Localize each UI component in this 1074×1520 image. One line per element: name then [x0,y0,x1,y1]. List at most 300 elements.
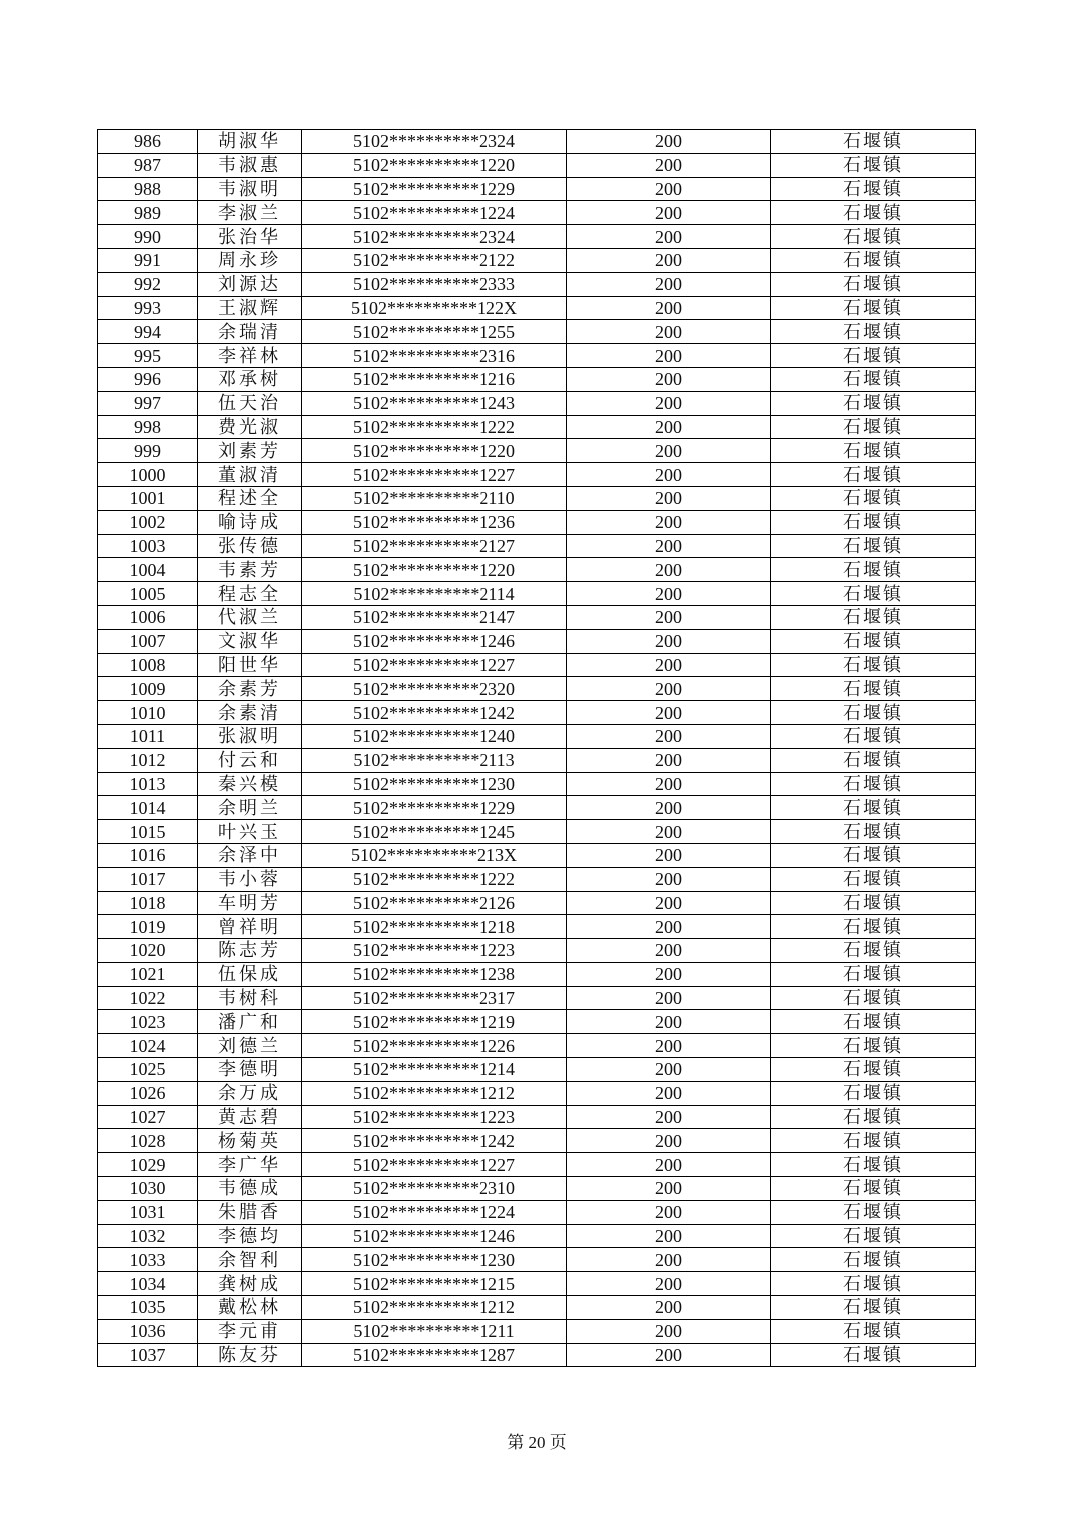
table-row [98,986,976,1010]
serial-number-cell: 998 [98,415,198,439]
table-row [98,772,976,796]
amount-cell: 200 [567,1200,771,1224]
amount-cell: 200 [567,272,771,296]
name-cell: 余素清 [198,701,302,725]
serial-number-cell: 1034 [98,1272,198,1296]
name-cell: 李德明 [198,1058,302,1082]
name-cell: 伍天治 [198,391,302,415]
table-row [98,486,976,510]
amount-cell: 200 [567,1105,771,1129]
table-row [98,320,976,344]
serial-number-cell: 988 [98,177,198,201]
serial-number-cell: 1028 [98,1129,198,1153]
amount-cell: 200 [567,367,771,391]
name-cell: 李淑兰 [198,201,302,225]
amount-cell: 200 [567,344,771,368]
name-cell: 叶兴玉 [198,820,302,844]
id-number-cell: 5102**********1227 [302,463,567,487]
serial-number-cell: 1029 [98,1153,198,1177]
amount-cell: 200 [567,772,771,796]
serial-number-cell: 1025 [98,1058,198,1082]
town-cell: 石堰镇 [771,1296,976,1320]
id-number-cell: 5102**********2147 [302,605,567,629]
serial-number-cell: 1035 [98,1296,198,1320]
id-number-cell: 5102**********1242 [302,1129,567,1153]
town-cell: 石堰镇 [771,510,976,534]
name-cell: 余明兰 [198,796,302,820]
id-number-cell: 5102**********2110 [302,486,567,510]
serial-number-cell: 996 [98,367,198,391]
table-row [98,1105,976,1129]
town-cell: 石堰镇 [771,1034,976,1058]
table-row [98,534,976,558]
town-cell: 石堰镇 [771,915,976,939]
amount-cell: 200 [567,225,771,249]
serial-number-cell: 1030 [98,1177,198,1201]
serial-number-cell: 1031 [98,1200,198,1224]
amount-cell: 200 [567,1272,771,1296]
serial-number-cell: 992 [98,272,198,296]
town-cell: 石堰镇 [771,344,976,368]
id-number-cell: 5102**********1224 [302,1200,567,1224]
name-cell: 黄志碧 [198,1105,302,1129]
id-number-cell: 5102**********2317 [302,986,567,1010]
roster-table [97,129,976,1367]
town-cell: 石堰镇 [771,582,976,606]
town-cell: 石堰镇 [771,1248,976,1272]
id-number-cell: 5102**********1212 [302,1081,567,1105]
serial-number-cell: 1001 [98,486,198,510]
town-cell: 石堰镇 [771,486,976,510]
serial-number-cell: 1013 [98,772,198,796]
name-cell: 张传德 [198,534,302,558]
id-number-cell: 5102**********1230 [302,1248,567,1272]
name-cell: 文淑华 [198,629,302,653]
town-cell: 石堰镇 [771,558,976,582]
roster-table-body [98,130,976,1367]
amount-cell: 200 [567,130,771,154]
serial-number-cell: 1017 [98,867,198,891]
amount-cell: 200 [567,1153,771,1177]
town-cell: 石堰镇 [771,225,976,249]
id-number-cell: 5102**********1223 [302,1105,567,1129]
town-cell: 石堰镇 [771,1129,976,1153]
id-number-cell: 5102**********1230 [302,772,567,796]
town-cell: 石堰镇 [771,772,976,796]
name-cell: 韦淑明 [198,177,302,201]
table-row [98,439,976,463]
id-number-cell: 5102**********1287 [302,1343,567,1367]
id-number-cell: 5102**********1229 [302,796,567,820]
amount-cell: 200 [567,867,771,891]
table-row [98,1343,976,1367]
town-cell: 石堰镇 [771,201,976,225]
amount-cell: 200 [567,605,771,629]
id-number-cell: 5102**********2310 [302,1177,567,1201]
amount-cell: 200 [567,510,771,534]
id-number-cell: 5102**********1215 [302,1272,567,1296]
id-number-cell: 5102**********1219 [302,1010,567,1034]
table-row [98,1248,976,1272]
id-number-cell: 5102**********122X [302,296,567,320]
id-number-cell: 5102**********1227 [302,1153,567,1177]
name-cell: 刘素芳 [198,439,302,463]
serial-number-cell: 987 [98,153,198,177]
id-number-cell: 5102**********1255 [302,320,567,344]
serial-number-cell: 1012 [98,748,198,772]
id-number-cell: 5102**********1222 [302,415,567,439]
serial-number-cell: 1016 [98,843,198,867]
id-number-cell: 5102**********1246 [302,1224,567,1248]
amount-cell: 200 [567,320,771,344]
amount-cell: 200 [567,1129,771,1153]
serial-number-cell: 991 [98,248,198,272]
name-cell: 胡淑华 [198,130,302,154]
name-cell: 程述全 [198,486,302,510]
town-cell: 石堰镇 [771,1010,976,1034]
serial-number-cell: 1007 [98,629,198,653]
id-number-cell: 5102**********2320 [302,677,567,701]
name-cell: 李德均 [198,1224,302,1248]
table-row [98,843,976,867]
amount-cell: 200 [567,1296,771,1320]
town-cell: 石堰镇 [771,748,976,772]
id-number-cell: 5102**********1226 [302,1034,567,1058]
serial-number-cell: 1005 [98,582,198,606]
serial-number-cell: 994 [98,320,198,344]
table-row [98,1319,976,1343]
table-row [98,1296,976,1320]
table-row [98,915,976,939]
town-cell: 石堰镇 [771,177,976,201]
table-row [98,1058,976,1082]
id-number-cell: 5102**********1216 [302,367,567,391]
name-cell: 车明芳 [198,891,302,915]
name-cell: 李广华 [198,1153,302,1177]
town-cell: 石堰镇 [771,153,976,177]
serial-number-cell: 1003 [98,534,198,558]
table-row [98,724,976,748]
name-cell: 付云和 [198,748,302,772]
serial-number-cell: 990 [98,225,198,249]
town-cell: 石堰镇 [771,986,976,1010]
name-cell: 张淑明 [198,724,302,748]
amount-cell: 200 [567,201,771,225]
town-cell: 石堰镇 [771,1058,976,1082]
id-number-cell: 5102**********1220 [302,439,567,463]
table-row [98,1177,976,1201]
name-cell: 余万成 [198,1081,302,1105]
name-cell: 张治华 [198,225,302,249]
table-row [98,510,976,534]
serial-number-cell: 1019 [98,915,198,939]
serial-number-cell: 1009 [98,677,198,701]
table-row [98,153,976,177]
id-number-cell: 5102**********1212 [302,1296,567,1320]
table-row [98,582,976,606]
id-number-cell: 5102**********1218 [302,915,567,939]
town-cell: 石堰镇 [771,653,976,677]
name-cell: 阳世华 [198,653,302,677]
town-cell: 石堰镇 [771,296,976,320]
name-cell: 伍保成 [198,962,302,986]
name-cell: 余瑞清 [198,320,302,344]
name-cell: 杨菊英 [198,1129,302,1153]
town-cell: 石堰镇 [771,439,976,463]
serial-number-cell: 1006 [98,605,198,629]
id-number-cell: 5102**********2324 [302,130,567,154]
id-number-cell: 5102**********1220 [302,558,567,582]
table-row [98,939,976,963]
town-cell: 石堰镇 [771,1177,976,1201]
name-cell: 王淑辉 [198,296,302,320]
table-row [98,1200,976,1224]
town-cell: 石堰镇 [771,1153,976,1177]
table-row [98,463,976,487]
town-cell: 石堰镇 [771,629,976,653]
town-cell: 石堰镇 [771,130,976,154]
amount-cell: 200 [567,1081,771,1105]
amount-cell: 200 [567,177,771,201]
town-cell: 石堰镇 [771,1081,976,1105]
serial-number-cell: 999 [98,439,198,463]
name-cell: 费光淑 [198,415,302,439]
amount-cell: 200 [567,796,771,820]
table-row [98,248,976,272]
table-row [98,367,976,391]
name-cell: 余泽中 [198,843,302,867]
amount-cell: 200 [567,748,771,772]
id-number-cell: 5102**********1242 [302,701,567,725]
name-cell: 李祥林 [198,344,302,368]
name-cell: 程志全 [198,582,302,606]
id-number-cell: 5102**********2114 [302,582,567,606]
id-number-cell: 5102**********1245 [302,820,567,844]
name-cell: 余素芳 [198,677,302,701]
id-number-cell: 5102**********1229 [302,177,567,201]
town-cell: 石堰镇 [771,891,976,915]
serial-number-cell: 997 [98,391,198,415]
amount-cell: 200 [567,843,771,867]
table-row [98,344,976,368]
amount-cell: 200 [567,1010,771,1034]
town-cell: 石堰镇 [771,272,976,296]
name-cell: 陈志芳 [198,939,302,963]
serial-number-cell: 1010 [98,701,198,725]
id-number-cell: 5102**********1224 [302,201,567,225]
amount-cell: 200 [567,653,771,677]
amount-cell: 200 [567,1224,771,1248]
table-row [98,677,976,701]
serial-number-cell: 1023 [98,1010,198,1034]
name-cell: 喻诗成 [198,510,302,534]
serial-number-cell: 1024 [98,1034,198,1058]
serial-number-cell: 989 [98,201,198,225]
table-row [98,1129,976,1153]
serial-number-cell: 1036 [98,1319,198,1343]
id-number-cell: 5102**********2113 [302,748,567,772]
amount-cell: 200 [567,153,771,177]
id-number-cell: 5102**********1220 [302,153,567,177]
amount-cell: 200 [567,1319,771,1343]
id-number-cell: 5102**********1236 [302,510,567,534]
name-cell: 龚树成 [198,1272,302,1296]
town-cell: 石堰镇 [771,867,976,891]
amount-cell: 200 [567,439,771,463]
serial-number-cell: 1002 [98,510,198,534]
serial-number-cell: 1004 [98,558,198,582]
serial-number-cell: 1022 [98,986,198,1010]
amount-cell: 200 [567,582,771,606]
table-row [98,1081,976,1105]
town-cell: 石堰镇 [771,415,976,439]
amount-cell: 200 [567,1248,771,1272]
serial-number-cell: 1015 [98,820,198,844]
table-row [98,891,976,915]
table-row [98,701,976,725]
name-cell: 韦德成 [198,1177,302,1201]
table-row [98,272,976,296]
amount-cell: 200 [567,415,771,439]
serial-number-cell: 1000 [98,463,198,487]
name-cell: 董淑清 [198,463,302,487]
name-cell: 戴松林 [198,1296,302,1320]
table-row [98,653,976,677]
town-cell: 石堰镇 [771,1105,976,1129]
id-number-cell: 5102**********1246 [302,629,567,653]
town-cell: 石堰镇 [771,1224,976,1248]
serial-number-cell: 986 [98,130,198,154]
amount-cell: 200 [567,486,771,510]
id-number-cell: 5102**********1223 [302,939,567,963]
serial-number-cell: 1021 [98,962,198,986]
amount-cell: 200 [567,534,771,558]
name-cell: 韦淑惠 [198,153,302,177]
town-cell: 石堰镇 [771,962,976,986]
amount-cell: 200 [567,915,771,939]
name-cell: 周永珍 [198,248,302,272]
table-row [98,201,976,225]
amount-cell: 200 [567,463,771,487]
id-number-cell: 5102**********213X [302,843,567,867]
amount-cell: 200 [567,701,771,725]
id-number-cell: 5102**********2333 [302,272,567,296]
town-cell: 石堰镇 [771,1200,976,1224]
table-row [98,796,976,820]
amount-cell: 200 [567,820,771,844]
id-number-cell: 5102**********2127 [302,534,567,558]
serial-number-cell: 1008 [98,653,198,677]
table-row [98,962,976,986]
name-cell: 余智利 [198,1248,302,1272]
id-number-cell: 5102**********2316 [302,344,567,368]
amount-cell: 200 [567,891,771,915]
id-number-cell: 5102**********2122 [302,248,567,272]
town-cell: 石堰镇 [771,1272,976,1296]
amount-cell: 200 [567,962,771,986]
table-row [98,130,976,154]
serial-number-cell: 993 [98,296,198,320]
amount-cell: 200 [567,391,771,415]
name-cell: 李元甫 [198,1319,302,1343]
id-number-cell: 5102**********2126 [302,891,567,915]
amount-cell: 200 [567,1343,771,1367]
page-number: 第 20 页 [507,1433,567,1452]
town-cell: 石堰镇 [771,248,976,272]
name-cell: 刘源达 [198,272,302,296]
serial-number-cell: 1014 [98,796,198,820]
town-cell: 石堰镇 [771,939,976,963]
amount-cell: 200 [567,629,771,653]
name-cell: 刘德兰 [198,1034,302,1058]
town-cell: 石堰镇 [771,320,976,344]
serial-number-cell: 1032 [98,1224,198,1248]
name-cell: 潘广和 [198,1010,302,1034]
id-number-cell: 5102**********1222 [302,867,567,891]
id-number-cell: 5102**********1214 [302,1058,567,1082]
town-cell: 石堰镇 [771,534,976,558]
serial-number-cell: 1018 [98,891,198,915]
serial-number-cell: 995 [98,344,198,368]
table-row [98,1272,976,1296]
town-cell: 石堰镇 [771,391,976,415]
town-cell: 石堰镇 [771,701,976,725]
serial-number-cell: 1027 [98,1105,198,1129]
table-row [98,296,976,320]
amount-cell: 200 [567,1034,771,1058]
table-row [98,391,976,415]
amount-cell: 200 [567,558,771,582]
serial-number-cell: 1026 [98,1081,198,1105]
id-number-cell: 5102**********1238 [302,962,567,986]
amount-cell: 200 [567,724,771,748]
serial-number-cell: 1011 [98,724,198,748]
town-cell: 石堰镇 [771,1319,976,1343]
table-row [98,820,976,844]
town-cell: 石堰镇 [771,605,976,629]
town-cell: 石堰镇 [771,677,976,701]
table-row [98,558,976,582]
serial-number-cell: 1033 [98,1248,198,1272]
town-cell: 石堰镇 [771,463,976,487]
town-cell: 石堰镇 [771,843,976,867]
id-number-cell: 5102**********2324 [302,225,567,249]
serial-number-cell: 1037 [98,1343,198,1367]
name-cell: 韦小蓉 [198,867,302,891]
name-cell: 秦兴模 [198,772,302,796]
table-row [98,629,976,653]
serial-number-cell: 1020 [98,939,198,963]
name-cell: 韦树科 [198,986,302,1010]
id-number-cell: 5102**********1243 [302,391,567,415]
town-cell: 石堰镇 [771,1343,976,1367]
name-cell: 陈友芬 [198,1343,302,1367]
table-row [98,1224,976,1248]
id-number-cell: 5102**********1211 [302,1319,567,1343]
amount-cell: 200 [567,248,771,272]
table-row [98,1010,976,1034]
table-row [98,1034,976,1058]
name-cell: 朱腊香 [198,1200,302,1224]
id-number-cell: 5102**********1240 [302,724,567,748]
table-row [98,605,976,629]
amount-cell: 200 [567,939,771,963]
name-cell: 邓承树 [198,367,302,391]
town-cell: 石堰镇 [771,796,976,820]
table-row [98,1153,976,1177]
amount-cell: 200 [567,1177,771,1201]
amount-cell: 200 [567,1058,771,1082]
